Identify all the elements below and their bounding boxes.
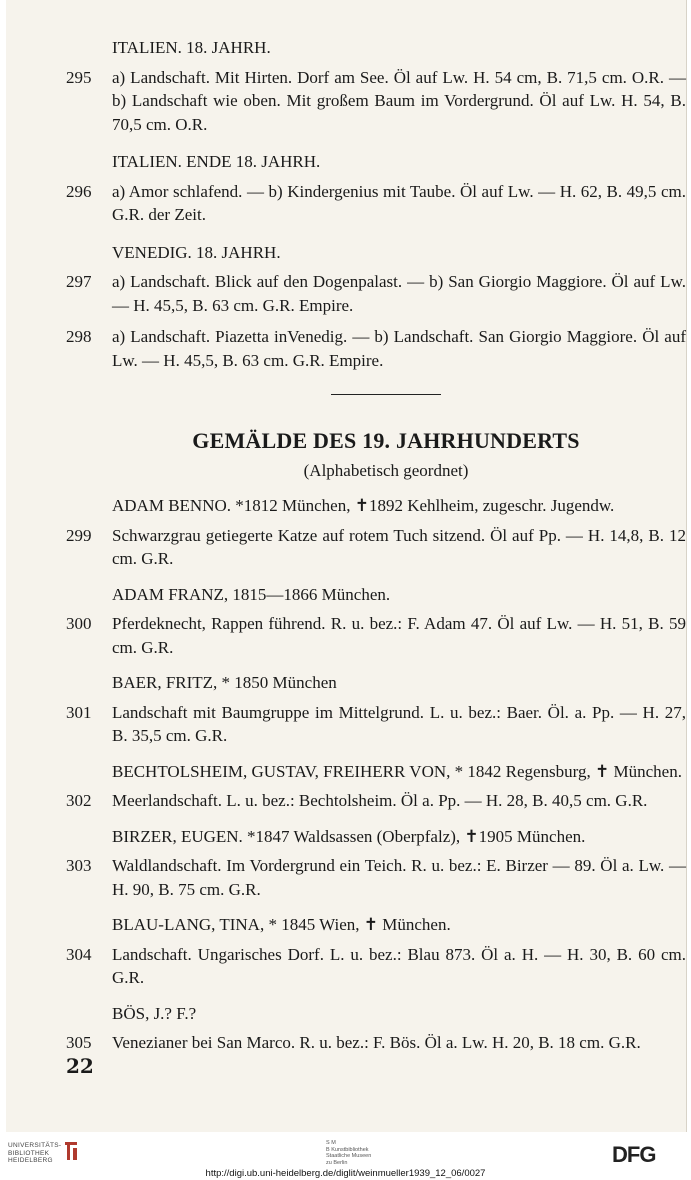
entry-number: 300: [66, 614, 92, 633]
source-url[interactable]: http://digi.ub.uni-heidelberg.de/diglit/weinmueller1939_12_06/0027: [205, 1168, 486, 1179]
heading-italien-ende-18: ITALIEN. ENDE 18. JAHRH.: [112, 152, 321, 171]
entry-301: [66, 701, 686, 748]
entry-295: [66, 66, 686, 137]
artist-boes: BÖS, J.? F.?: [112, 1003, 197, 1023]
entry-number: 302: [66, 791, 92, 810]
university-logo-icon: [62, 1140, 80, 1162]
section-subtitle: (Alphabetisch geordnet): [303, 460, 469, 480]
entry-number: 296: [66, 181, 92, 201]
entry-text: Schwarzgrau getiegerte Katze auf rotem Tuch sitzend. Öl auf Pp. — H. 14,8, B. 12 cm. G.R.: [112, 525, 686, 568]
kunstbibliothek-label: [326, 1140, 371, 1166]
artist-birzer: BIRZER, EUGEN. *1847 Waldsassen (Oberpfalz), ✝1905 München.: [112, 826, 586, 846]
entry-text: a) Landschaft. Mit Hirten. Dorf am See. Öl auf Lw. H. 54 cm, B. 71,5 cm. O.R. — b) Landschaft wie oben. Mit großem Baum im Vordergrund. Öl auf Lw. H. 54, B. 70,5 cm. O.R.: [112, 67, 686, 134]
entry-302: [66, 789, 686, 813]
center-line: S M: [326, 1140, 336, 1146]
section-title: GEMÄLDE DES 19. JAHRHUNDERTS: [192, 428, 580, 453]
entry-text: Landschaft mit Baumgruppe im Mittelgrund. L. u. bez.: Baer. Öl. a. Pp. — H. 27, B. 35,5 cm. G.R.: [112, 702, 686, 745]
artist-adam-franz: ADAM FRANZ, 1815—1866 München.: [112, 584, 391, 604]
entry-number: 299: [66, 525, 92, 545]
dfg-logo: DFG: [612, 1142, 656, 1167]
artist-baer-fritz: BAER, FRITZ, * 1850 München: [112, 673, 337, 692]
artist-blau-lang: BLAU-LANG, TINA, * 1845 Wien, ✝ München.: [112, 915, 451, 934]
entry-text: Meerlandschaft. L. u. bez.: Bechtolsheim. Öl a. Pp. — H. 28, B. 40,5 cm. G.R.: [112, 791, 648, 810]
entry-text: a) Landschaft. Blick auf den Dogenpalast. — b) San Giorgio Maggiore. Öl auf Lw. — H. 45,5, B. 63 cm. G.R. Empire.: [112, 272, 686, 315]
page-content: [66, 36, 686, 1055]
entry-299: [66, 524, 686, 571]
entry-number: 295: [66, 67, 92, 87]
entry-number: 298: [66, 327, 92, 346]
university-line: HEIDELBERG: [8, 1157, 53, 1164]
university-line: BIBLIOTHEK: [8, 1149, 50, 1157]
entry-298: [66, 325, 686, 372]
entry-297: [66, 270, 686, 317]
center-line: B Kunstbibliothek: [326, 1146, 369, 1153]
heading-venedig-18: VENEDIG. 18. JAHRH.: [112, 242, 281, 262]
entry-300: [66, 612, 686, 659]
artist-bechtolsheim: BECHTOLSHEIM, GUSTAV, FREIHERR VON, * 1842 Regensburg, ✝ München.: [112, 761, 682, 781]
entry-text: Waldlandschaft. Im Vordergrund ein Teich. R. u. bez.: E. Birzer — 89. Öl a. Lw. — H. 90, B. 75 cm. G.R.: [112, 856, 686, 899]
entry-number: 304: [66, 944, 92, 964]
entry-303: [66, 854, 686, 901]
entry-text: a) Landschaft. Piazetta inVenedig. — b) Landschaft. San Giorgio Maggiore. Öl auf Lw. — H. 45,5, B. 63 cm. G.R. Empire.: [112, 327, 686, 370]
entry-number: 301: [66, 702, 92, 722]
divider-rule: [331, 394, 441, 395]
entry-number: 305: [66, 1033, 92, 1052]
entry-304: [66, 943, 686, 990]
entry-text: Landschaft. Ungarisches Dorf. L. u. bez.: Blau 873. Öl a. H. — H. 30, B. 60 cm. G.R.: [112, 944, 686, 987]
footer-bar: [0, 1132, 691, 1180]
entry-text: Pferdeknecht, Rappen führend. R. u. bez.: F. Adam 47. Öl auf Lw. — H. 51, B. 59 cm. G.R.: [112, 614, 686, 657]
entry-number: 303: [66, 856, 92, 875]
scanned-page: [6, 0, 687, 1132]
page-number: 22: [66, 1054, 94, 1078]
university-library-label: [8, 1142, 61, 1165]
entry-number: 297: [66, 272, 92, 291]
entry-text: a) Amor schlafend. — b) Kindergenius mit Taube. Öl auf Lw. — H. 62, B. 49,5 cm. G.R. der Zeit.: [112, 181, 686, 224]
entry-305: [66, 1031, 686, 1055]
center-line: Staatliche Museen: [326, 1153, 372, 1159]
entry-text: Venezianer bei San Marco. R. u. bez.: F. Bös. Öl a. Lw. H. 20, B. 18 cm. G.R.: [112, 1033, 641, 1052]
entry-296: [66, 180, 686, 227]
heading-italien-18: ITALIEN. 18. JAHRH.: [112, 38, 271, 57]
center-line: zu Berlin: [326, 1159, 348, 1166]
artist-adam-benno: ADAM BENNO. *1812 München, ✝1892 Kehlheim, zugeschr. Jugendw.: [112, 496, 615, 515]
university-line: UNIVERSITÄTS-: [8, 1142, 62, 1149]
